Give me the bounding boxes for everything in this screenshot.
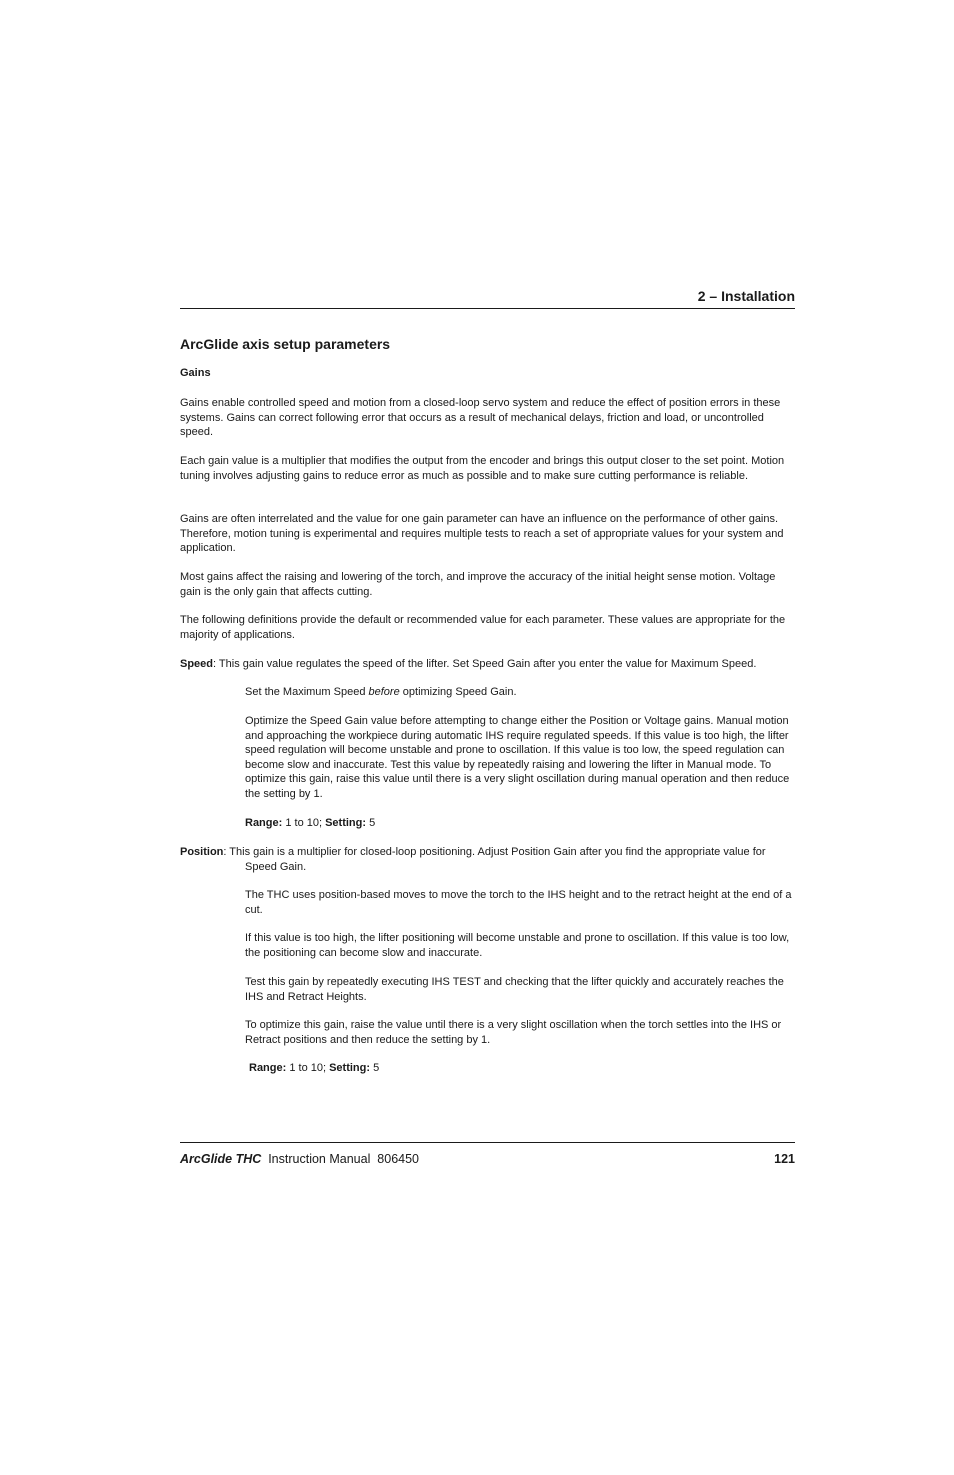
paragraph: Gains enable controlled speed and motion from a closed-loop servo system and reduce the effect of position errors in these systems. Gains can correct following error that occurs as a result of mechanical delays, friction and load, or uncontrolled speed.: [180, 397, 781, 438]
position-definition: [180, 845, 795, 874]
paragraph: Gains are often interrelated and the value for one gain parameter can have an influence on the performance of other gains. Therefore, motion tuning is experimental and requires multiple tests to reach a set of appropriate values for your system and application.: [180, 513, 784, 554]
range-label: Range:: [249, 1062, 287, 1074]
page-footer: [180, 1152, 795, 1166]
footer-brand: ArcGlide THC: [180, 1152, 262, 1166]
page-number: 121: [774, 1152, 795, 1166]
paragraph: Each gain value is a multiplier that modifies the output from the encoder and brings this output closer to the set point. Motion tuning involves adjusting gains to reduce error as much as possible and to make sure cutting performance is reliable.: [180, 455, 785, 482]
speed-note-emphasis: before: [368, 686, 400, 698]
speed-term: Speed: [180, 658, 214, 670]
position-paragraph: The THC uses position-based moves to move the torch to the IHS height and to the retract height at the end of a cut.: [245, 889, 792, 916]
setting-value: 5: [366, 817, 376, 829]
speed-note-text: Set the Maximum Speed: [245, 686, 369, 698]
position-paragraph: To optimize this gain, raise the value until there is a very slight oscillation when the torch settles into the IHS or Retract positions and then reduce the setting by 1.: [245, 1019, 782, 1046]
subsection-title: Gains: [180, 367, 211, 379]
setting-value: 5: [370, 1062, 380, 1074]
speed-note-text: optimizing Speed Gain.: [399, 686, 517, 698]
setting-label: Setting:: [325, 817, 367, 829]
chapter-header: 2 – Installation: [697, 288, 795, 304]
position-paragraph: Test this gain by repeatedly executing IHS TEST and checking that the lifter quickly and accurately reaches the IHS and Retract Heights.: [245, 976, 784, 1003]
header-rule: [180, 308, 795, 309]
range-value: 1 to 10;: [286, 1062, 330, 1074]
speed-range: [245, 816, 795, 831]
position-range: [249, 1061, 799, 1076]
position-paragraph: If this value is too high, the lifter positioning will become unstable and prone to oscillation. If this value is too low, the positioning can become slow and inaccurate.: [245, 932, 790, 959]
speed-note: [245, 685, 795, 700]
position-term: Position: [180, 846, 224, 858]
paragraph: The following definitions provide the default or recommended value for each parameter. These values are appropriate for the majority of applications.: [180, 614, 786, 641]
paragraph: Most gains affect the raising and lowering of the torch, and improve the accuracy of the initial height sense motion. Voltage gain is the only gain that affects cutting.: [180, 571, 776, 598]
section-title: ArcGlide axis setup parameters: [180, 336, 391, 352]
footer-rule: [180, 1142, 795, 1143]
range-value: 1 to 10;: [282, 817, 326, 829]
setting-label: Setting:: [329, 1062, 371, 1074]
position-definition-text: : This gain is a multiplier for closed-loop positioning. Adjust Position Gain after you find the appropriate value for Speed Gain.: [223, 846, 766, 873]
range-label: Range:: [245, 817, 283, 829]
speed-definition: [180, 657, 795, 672]
speed-definition-text: : This gain value regulates the speed of the lifter. Set Speed Gain after you enter the value for Maximum Speed.: [213, 658, 757, 670]
speed-detail: Optimize the Speed Gain value before attempting to change either the Position or Voltage gains. Manual motion and approaching the workpiece during automatic IHS require regulated speeds. If this value is too high, the lifter speed regulation will become unstable and prone to oscillation. If this value is too low, the speed regulation can become slow and inaccurate. Test this value by repeatedly raising and lowering the lifter in Manual mode. To optimize this gain, raise this value until there is a very slight oscillation during manual operation and then reduce the setting by 1.: [245, 715, 790, 800]
footer-manual: Instruction Manual 806450: [261, 1152, 420, 1166]
